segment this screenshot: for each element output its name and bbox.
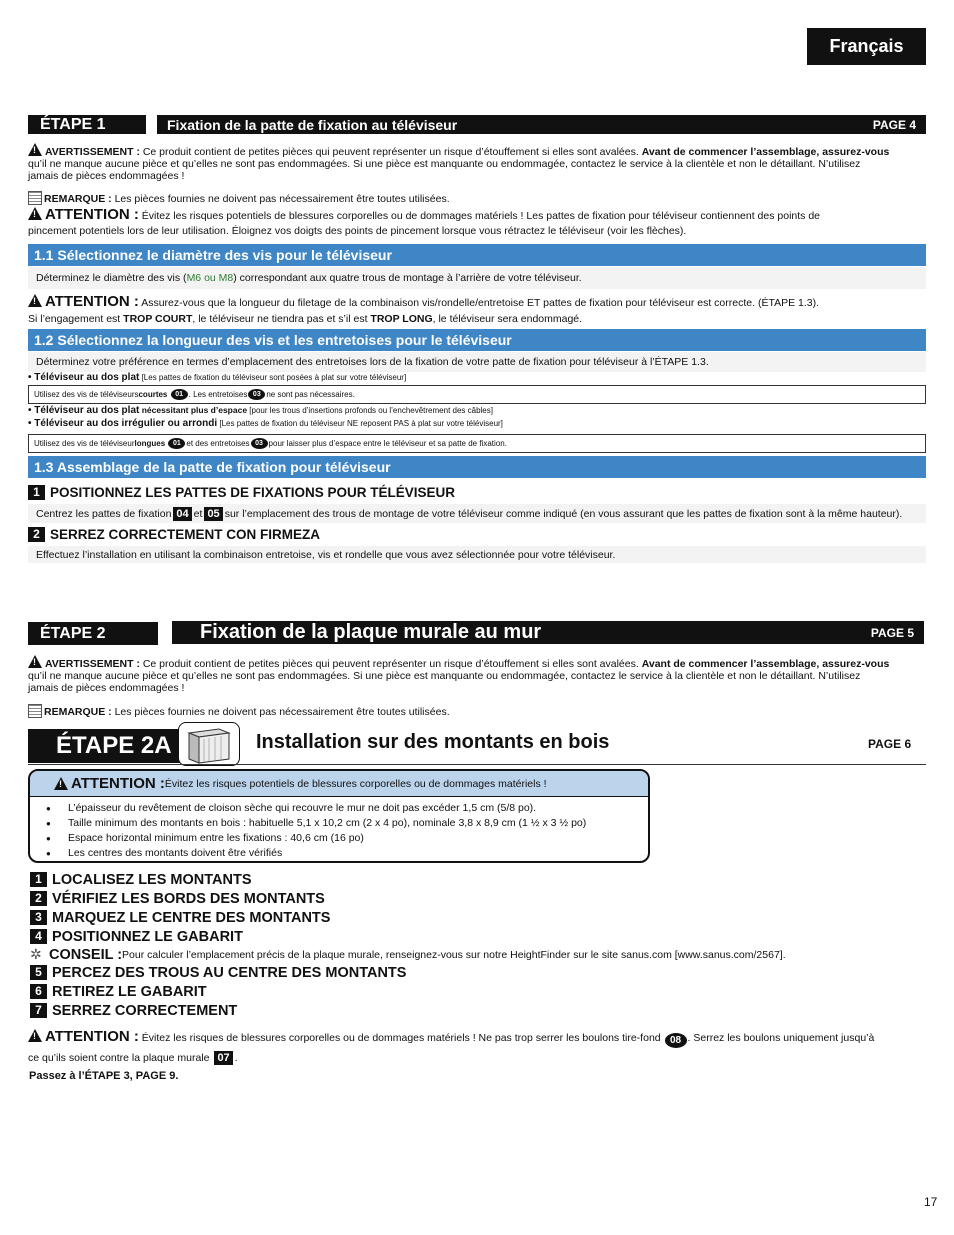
bullet-flat-back: [28, 372, 928, 384]
s11-text-b: ) correspondant aux quatre trous de montage à l’arrière de votre téléviseur.: [233, 272, 582, 284]
divider: [28, 764, 926, 765]
step-title: LOCALISEZ LES MONTANTS: [52, 871, 252, 888]
attention-label: ATTENTION :: [45, 1028, 139, 1045]
note-label: REMARQUE :: [44, 706, 112, 718]
warning-text-bold: Avant de commencer l’assemblage, assurez-vous: [641, 658, 890, 670]
warning-icon: [28, 207, 42, 220]
attention-bullets: [30, 797, 648, 861]
bullet: •: [28, 405, 32, 416]
s11-text-a: Déterminez le diamètre des vis (: [36, 272, 187, 284]
warning-text-3: jamais de pièces endommagées !: [28, 682, 185, 694]
step-item: [30, 982, 930, 1001]
step-title: VÉRIFIEZ LES BORDS DES MONTANTS: [52, 890, 325, 907]
bullet: ●: [46, 819, 51, 828]
note-icon: [28, 191, 42, 205]
part-badge: 03: [251, 438, 268, 449]
substep-2: [28, 527, 320, 542]
substep-1-text: [28, 504, 926, 523]
attention-text-3: ce qu’ils soient contre la plaque murale: [28, 1052, 213, 1064]
attention-text: Assurez-vous que la longueur du filetage de la combinaison vis/rondelle/entretoise ET pattes de fixation pour téléviseur est correcte. (ÉTAPE 1.3).: [138, 297, 820, 309]
next-step-link[interactable]: Passez à l’ÉTAPE 3, PAGE 9.: [29, 1070, 179, 1082]
attention-text: Évitez les risques potentiels de blessures corporelles ou de dommages matériels !: [164, 777, 547, 790]
section-1-2-text: Déterminez votre préférence en termes d’emplacement des entretoises lors de la fixation de votre patte de fixation pour téléviseur à l’ÉTAPE 1.3.: [28, 352, 926, 372]
box-bold: longues: [134, 439, 166, 448]
step2a-steps: [30, 870, 930, 1020]
step-item: [30, 963, 930, 982]
tip-text: Pour calculer l’emplacement précis de la plaque murale, renseignez-vous sur notre HeightFinder sur le site sanus.com [www.sanus.com/2567].: [122, 948, 786, 961]
box-text: et des entretoises: [186, 439, 250, 448]
step2-warning: [28, 655, 928, 694]
bullet-text: Les centres des montants doivent être vérifiés: [68, 847, 283, 859]
section-1-2-header: 1.2 Sélectionnez la longueur des vis et les entretoises pour le téléviseur: [28, 329, 926, 351]
step-number: 3: [30, 910, 47, 925]
step-title: PERCEZ DES TROUS AU CENTRE DES MONTANTS: [52, 964, 407, 981]
part-badge: 08: [665, 1033, 687, 1048]
bullet-irregular-back: [28, 418, 928, 430]
wood-stud-icon: [178, 722, 240, 766]
section-1-3-header: 1.3 Assemblage de la patte de fixation pour téléviseur: [28, 456, 926, 478]
part-badge: 03: [248, 389, 265, 400]
attention-label: ATTENTION :: [45, 206, 139, 223]
warning-text-2: qu’il ne manque aucune pièce et qu’elles ne sont pas endommagées. Si une pièce est manquante ou endommagée, contactez le service à la clientèle et non le détaillant. N’utilisez: [28, 158, 861, 170]
bullet: •: [28, 418, 32, 429]
box-text: pour laisser plus d’espace entre le téléviseur et sa patte de fixation.: [268, 439, 507, 448]
tip: [30, 946, 930, 963]
step2-page-ref: PAGE 5: [870, 625, 914, 640]
bullet-bold-2: nécessitant plus d’espace: [139, 405, 248, 415]
bullet-text: [Les pattes de fixation du téléviseur sont posées à plat sur votre téléviseur]: [139, 373, 407, 382]
attention-text-4: .: [234, 1052, 238, 1064]
warning-text-2: qu’il ne manque aucune pièce et qu’elles ne sont pas endommagées. Si une pièce est manquante ou endommagée, contactez le service à la clientèle et non le détaillant. N’utilisez: [28, 670, 861, 682]
box-text: Utilisez des vis de téléviseur: [34, 439, 135, 448]
step-title: SERREZ CORRECTEMENT: [52, 1002, 238, 1019]
step1-warning: [28, 143, 928, 182]
step1-title-bar: [157, 115, 926, 134]
warning-label: AVERTISSEMENT :: [45, 658, 140, 670]
warning-text: Ce produit contient de petites pièces qui peuvent représenter un risque d’étouffement si elles sont avalées.: [139, 146, 642, 158]
step-item: [30, 908, 930, 927]
list-item: [46, 831, 648, 846]
page-number: 17: [924, 1195, 938, 1209]
warning-icon: [28, 143, 42, 156]
flat-back-instructions-box: [28, 385, 926, 404]
bullet: •: [28, 372, 32, 383]
section-1-1-text: [28, 267, 926, 289]
warning-icon: [28, 294, 42, 307]
lightbulb-icon: ✲: [30, 946, 42, 962]
part-badge: 01: [171, 389, 188, 400]
attention-text-2: . Serrez les boulons uniquement jusqu’à: [687, 1032, 875, 1044]
bullet-flat-back-space: [28, 404, 928, 417]
bullet-text: [Les pattes de fixation du téléviseur NE reposent PAS à plat sur votre téléviseur]: [217, 419, 503, 428]
bullet-text: L’épaisseur du revêtement de cloison sèche qui recouvre le mur ne doit pas excéder 1,5 cm (5/8 po).: [68, 802, 537, 814]
attention-text-2: pincement potentiels lors de leur utilisation. Éloignez vos doigts des points de pincement lorsque vous rétractez le téléviseur (voir les flèches).: [28, 225, 687, 237]
bullet-bold: Téléviseur au dos irrégulier ou arrondi: [34, 418, 218, 429]
substep-title: SERREZ CORRECTEMENT CON FIRMEZA: [50, 527, 320, 542]
bullet: ●: [46, 849, 51, 858]
substep-2-text: Effectuez l’installation en utilisant la combinaison entretoise, vis et rondelle que vous avez sélectionnée pour votre téléviseur.: [28, 546, 926, 563]
too-long-label: TROP LONG: [370, 313, 433, 325]
text: Centrez les pattes de fixation: [36, 507, 172, 520]
box-text: ne sont pas nécessaires.: [266, 390, 355, 399]
box-text: . Les entretoises: [188, 390, 248, 399]
warning-label: AVERTISSEMENT :: [45, 146, 140, 158]
language-tab: Français: [807, 28, 926, 65]
attention-line2-a: Si l’engagement est: [28, 313, 124, 325]
section-1-1-header: 1.1 Sélectionnez le diamètre des vis pour le téléviseur: [28, 244, 926, 266]
step-number: 7: [30, 1003, 47, 1018]
part-badge: 07: [214, 1051, 232, 1065]
bullet-text: Taille minimum des montants en bois : habituelle 5,1 x 10,2 cm (2 x 4 po), nominale 3,8 x 8,9 cm (1 ½ x 3 ½ po): [68, 817, 587, 829]
section-1-1-attention: [28, 294, 928, 327]
part-badge: 05: [204, 507, 222, 521]
step-title: POSITIONNEZ LE GABARIT: [52, 928, 243, 945]
warning-text-3: jamais de pièces endommagées !: [28, 170, 185, 182]
list-item: [46, 846, 648, 861]
screw-size-options: M6 ou M8: [186, 272, 234, 284]
warning-text: Ce produit contient de petites pièces qui peuvent représenter un risque d’étouffement si elles sont avalées.: [139, 658, 642, 670]
step2a-page-ref: PAGE 6: [868, 737, 912, 751]
step1-label: ÉTAPE 1: [28, 115, 146, 134]
irregular-back-instructions-box: [28, 434, 926, 453]
box-bold: courtes: [138, 390, 168, 399]
bullet-text: Espace horizontal minimum entre les fixations : 40,6 cm (16 po): [68, 832, 364, 844]
bullet-bold: Téléviseur au dos plat: [34, 405, 140, 416]
warning-icon: [28, 655, 42, 668]
step2-note: [28, 704, 928, 718]
step2a-attention-2: [28, 1027, 928, 1068]
attention-line2-c: , le téléviseur sera endommagé.: [432, 313, 583, 325]
step-number: 5: [30, 965, 47, 980]
text: sur l’emplacement des trous de montage de votre téléviseur comme indiqué (en vous assurant que les pattes de fixation sont à la même hauteur).: [224, 507, 903, 520]
too-short-label: TROP COURT: [123, 313, 193, 325]
attention-line2-b: , le téléviseur ne tiendra pas et s’il est: [192, 313, 371, 325]
bullet-text: [pour les trous d’insertions profonds ou l’enchevêtrement des câbles]: [247, 406, 493, 415]
warning-icon: [54, 777, 68, 790]
box-text: Utilisez des vis de téléviseurs: [34, 390, 139, 399]
step-item: [30, 889, 930, 908]
part-badge: 04: [173, 507, 191, 521]
note-text: Les pièces fournies ne doivent pas nécessairement être toutes utilisées.: [111, 193, 450, 205]
attention-text: Évitez les risques potentiels de blessures corporelles ou de dommages matériels ! Les pattes de fixation pour téléviseur contiennent des points de: [138, 210, 821, 222]
list-item: [46, 816, 648, 831]
warning-text-bold: Avant de commencer l’assemblage, assurez-vous: [641, 146, 890, 158]
step-number: 6: [30, 984, 47, 999]
tip-label: CONSEIL :: [49, 946, 123, 963]
step2a-title: Installation sur des montants en bois: [256, 731, 610, 753]
note-label: REMARQUE :: [44, 193, 112, 205]
note-text: Les pièces fournies ne doivent pas nécessairement être toutes utilisées.: [111, 706, 450, 718]
step-number: 2: [28, 527, 45, 542]
list-item: [46, 801, 648, 816]
step-title: MARQUEZ LE CENTRE DES MONTANTS: [52, 909, 331, 926]
step-number: 1: [28, 485, 45, 500]
attention-label: ATTENTION :: [71, 775, 165, 792]
step2a-label: ÉTAPE 2A: [28, 729, 180, 763]
bullet: ●: [46, 804, 51, 813]
bullet-bold: Téléviseur au dos plat: [34, 372, 140, 383]
warning-icon: [28, 1029, 42, 1042]
step2a-attention-box: [28, 769, 650, 863]
step-item: [30, 1001, 930, 1020]
step2-label: ÉTAPE 2: [28, 622, 158, 645]
text: et: [193, 507, 203, 520]
attention-text: Évitez les risques de blessures corporelles ou de dommages matériels ! Ne pas trop serrer les boulons tire-fond: [138, 1032, 664, 1044]
step1-title: Fixation de la patte de fixation au téléviseur: [167, 116, 458, 133]
step-item: [30, 927, 930, 946]
part-badge: 01: [168, 438, 185, 449]
step-item: [30, 870, 930, 889]
substep-1: [28, 485, 455, 500]
attention-label: ATTENTION :: [45, 293, 139, 310]
step2-title: Fixation de la plaque murale au mur: [200, 621, 542, 643]
substep-title: POSITIONNEZ LES PATTES DE FIXATIONS POUR TÉLÉVISEUR: [50, 485, 456, 500]
step2-title-bar: [172, 621, 924, 644]
step1-attention: [28, 207, 928, 239]
step1-page-ref: PAGE 4: [872, 117, 916, 132]
step-number: 1: [30, 872, 47, 887]
step-number: 2: [30, 891, 47, 906]
step-number: 4: [30, 929, 47, 944]
step-title: RETIREZ LE GABARIT: [52, 983, 207, 1000]
attention-header: [30, 771, 648, 797]
bullet: ●: [46, 834, 51, 843]
step1-note: [28, 191, 928, 205]
note-icon: [28, 704, 42, 718]
